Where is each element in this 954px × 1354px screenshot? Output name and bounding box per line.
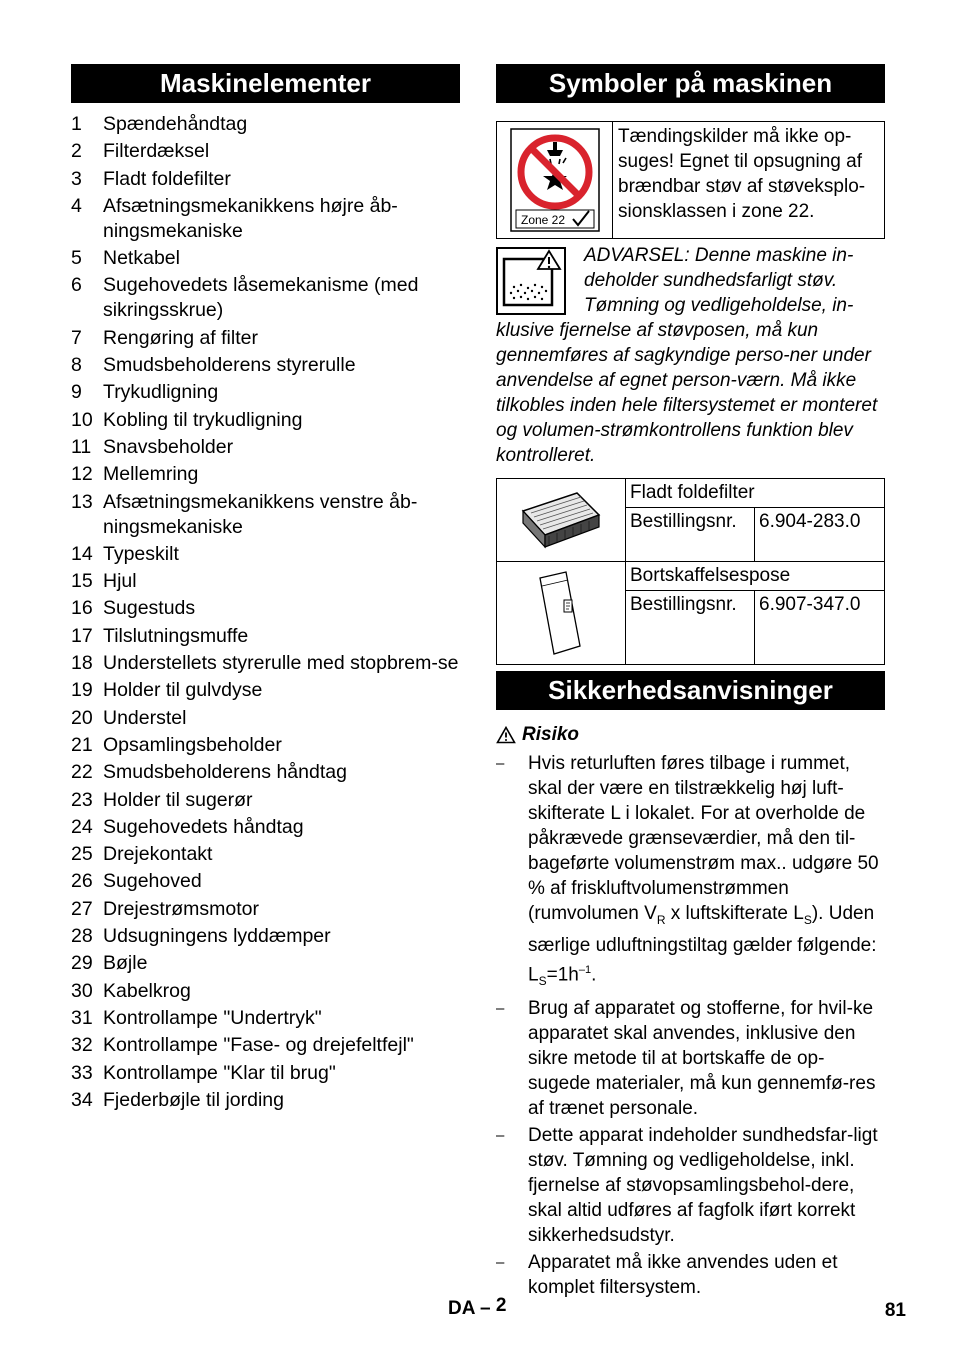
list-item <box>71 815 460 840</box>
list-item <box>71 246 460 271</box>
item-number: 34 <box>71 1088 93 1111</box>
item-number: 32 <box>71 1034 93 1057</box>
item-text: Tilslutningsmuffe <box>103 624 249 647</box>
text-fragment: Brug af apparatet og stofferne, for hvil-ke apparatet skal anvendes, inklusive den sikre metode til at bortskaffe de op-sugede materialer, må kun gennemfø-res af trænet personale. <box>528 997 876 1119</box>
footer-language <box>448 1295 507 1320</box>
item-text: Drejekontakt <box>103 843 213 866</box>
item-text: Netkabel <box>103 247 180 270</box>
accessory-order <box>626 508 884 561</box>
list-item <box>71 273 460 323</box>
disposal-bag-icon <box>536 568 586 658</box>
item-number: 20 <box>71 706 93 729</box>
list-item <box>71 326 460 351</box>
text-fragment: x luftskifterate L <box>665 903 804 924</box>
item-number: 13 <box>71 490 93 513</box>
list-item <box>71 1033 460 1058</box>
list-item <box>71 596 460 621</box>
item-number: 26 <box>71 870 93 893</box>
item-text: Holder til gulvdyse <box>103 679 263 702</box>
item-text: Hjul <box>103 570 137 593</box>
item-text: Spændehåndtag <box>103 113 248 135</box>
dash-bullet: – <box>496 999 505 1017</box>
safety-item <box>496 751 885 994</box>
item-text: Kontrollampe "Undertryk" <box>103 1006 322 1029</box>
accessory-name: Fladt foldefilter <box>626 479 884 508</box>
list-item <box>71 678 460 703</box>
accessory-order <box>626 591 884 664</box>
item-text: Fladt foldefilter <box>103 167 231 190</box>
item-number: 1 <box>71 113 82 135</box>
item-number: 21 <box>71 733 93 756</box>
safety-item <box>496 996 885 1121</box>
list-item <box>71 490 460 540</box>
item-text: Afsætningsmekanikkens venstre åb-ningsmekaniske <box>103 490 418 538</box>
item-text: Rengøring af filter <box>103 326 258 349</box>
item-number: 30 <box>71 979 93 1002</box>
item-text: Kontrollampe "Klar til brug" <box>103 1061 336 1084</box>
item-number: 28 <box>71 925 93 948</box>
disposal-bag-image <box>497 562 626 664</box>
item-number: 27 <box>71 897 93 920</box>
zone-label: Zone 22 <box>520 213 565 227</box>
text-fragment: . <box>591 964 597 986</box>
item-text: Sugehovedets håndtag <box>103 815 304 838</box>
item-text: Kontrollampe "Fase- og drejefeltfejl" <box>103 1034 414 1057</box>
item-text: Udsugningens lyddæmper <box>103 925 331 948</box>
text-fragment: Apparatet må ikke anvendes uden et komplet filtersystem. <box>528 1251 838 1298</box>
list-item <box>71 760 460 785</box>
list-item <box>71 435 460 460</box>
safety-item <box>496 1123 885 1248</box>
item-text: Holder til sugerør <box>103 788 253 811</box>
accessories-table <box>496 478 885 665</box>
list-item <box>71 788 460 813</box>
dash-bullet: – <box>496 755 505 772</box>
left-column <box>71 64 460 1115</box>
item-number: 5 <box>71 247 82 270</box>
text-fragment: S <box>803 912 812 927</box>
item-text: Fjederbøjle til jording <box>103 1088 284 1111</box>
safety-item <box>496 1250 885 1300</box>
order-number: 6.904-283.0 <box>759 511 861 532</box>
item-text: Kabelkrog <box>103 979 191 1002</box>
list-item <box>71 167 460 192</box>
safety-text <box>528 751 885 994</box>
list-item <box>71 112 460 137</box>
item-number: 31 <box>71 1006 93 1029</box>
zone22-sign <box>497 122 613 238</box>
item-number: 11 <box>71 435 92 458</box>
item-text: Smudsbeholderens styrerulle <box>103 354 356 377</box>
item-text: Drejestrømsmotor <box>103 897 260 920</box>
section-heading-machine-elements: Maskinelementer <box>71 64 460 103</box>
list-item <box>71 380 460 405</box>
list-item <box>71 733 460 758</box>
language-code: DA <box>448 1298 475 1319</box>
item-number: 17 <box>71 624 93 647</box>
parts-list <box>71 112 460 1113</box>
item-text: Bøjle <box>103 952 148 975</box>
order-label: Bestillingsnr. <box>626 508 755 561</box>
safety-text <box>528 1250 885 1300</box>
item-text: Sugehoved <box>103 870 202 893</box>
list-item <box>71 569 460 594</box>
list-item <box>71 542 460 567</box>
item-number: 15 <box>71 570 93 593</box>
item-text: Typeskilt <box>103 542 179 565</box>
flat-filter-icon <box>519 489 603 551</box>
list-item <box>71 869 460 894</box>
list-item <box>71 842 460 867</box>
dash-bullet: – <box>496 1126 505 1144</box>
list-item <box>71 924 460 949</box>
list-item <box>71 1088 460 1113</box>
symbol-table <box>496 121 885 239</box>
list-item <box>71 408 460 433</box>
list-item <box>71 1061 460 1086</box>
order-label: Bestillingsnr. <box>626 591 755 664</box>
item-number: 10 <box>71 408 93 431</box>
order-number: 6.907-347.0 <box>759 594 861 615</box>
dash-bullet: – <box>496 1253 505 1271</box>
flat-fold-filter-image <box>497 479 626 561</box>
item-text: Smudsbeholderens håndtag <box>103 761 347 784</box>
item-number: 22 <box>71 761 93 784</box>
item-text: Snavsbeholder <box>103 435 234 458</box>
item-text: Trykudligning <box>103 381 219 404</box>
list-item <box>71 897 460 922</box>
warning-triangle-icon <box>496 726 516 744</box>
list-item <box>71 951 460 976</box>
list-item <box>71 462 460 487</box>
item-text: Afsætningsmekanikkens højre åb-ningsmekaniske <box>103 194 398 242</box>
item-number: 8 <box>71 354 82 377</box>
accessory-name: Bortskaffelsespose <box>626 562 884 591</box>
item-number: 3 <box>71 167 82 190</box>
item-number: 9 <box>71 381 82 404</box>
warning-sign <box>496 247 580 315</box>
text-fragment: Hvis returluften føres tilbage i rummet, skal der være en tilstrækkelig høj luft-skifterate L i lokalet. For at overholde de påkrævede grænseværdier, må den til-bageførte volumenstrøm max.. udgøre 50 % af friskluftvolumenstrømmen (rumvolumen V <box>528 753 879 924</box>
health-hazard-dust-icon <box>496 247 566 315</box>
list-item <box>71 353 460 378</box>
item-number: 2 <box>71 140 82 163</box>
item-number: 18 <box>71 652 93 675</box>
text-fragment: Dette apparat indeholder sundhedsfar-ligt støv. Tømning og vedligeholdelse, inkl. fjernelse af støvopsamlingsbehol-dere, skal altid udføres af fagfolk iført korrekt sikkerhedsudstyr. <box>528 1124 878 1246</box>
item-number: 25 <box>71 843 93 866</box>
item-number: 16 <box>71 597 93 620</box>
text-fragment: =1h <box>546 964 579 986</box>
symbol-description: Tændingskilder må ikke op-suges! Egnet til opsugning af brændbar støv af støveksplo-sionsklassen i zone 22. <box>618 126 866 222</box>
item-text: Kobling til trykudligning <box>103 408 303 431</box>
list-item <box>71 1006 460 1031</box>
item-number: 33 <box>71 1061 93 1084</box>
warning-text: ADVARSEL: Denne maskine in-deholder sundhedsfarligt støv. Tømning og vedligeholdelse, in-klusive fjernelse af støvposen, må kun gennemføres af sagkyndige perso-ner under anvendelse af egnet person-værn. Må ikke tilkobles inden hele filtersystemet er monteret og volumen-strømkontrollens funktion blev kontrolleret. <box>496 245 878 466</box>
text-fragment: ). Uden særlige udluftningstiltag gælder følgende: L <box>528 903 877 986</box>
page-number: 81 <box>884 1300 906 1321</box>
item-text: Mellemring <box>103 463 199 486</box>
safety-text <box>528 1123 885 1248</box>
section-heading-symbols: Symboler på maskinen <box>496 64 885 103</box>
accessory-row <box>497 562 884 664</box>
language-separator: – <box>474 1298 496 1319</box>
list-item <box>71 194 460 244</box>
risk-title <box>496 722 885 747</box>
accessory-row <box>497 479 884 562</box>
item-number: 29 <box>71 952 93 975</box>
list-item <box>71 624 460 649</box>
accessory-details <box>626 479 884 561</box>
no-ignition-sources-icon <box>510 128 600 232</box>
item-text: Understellets styrerulle med stopbrem-se <box>103 652 459 675</box>
item-number: 24 <box>71 815 93 838</box>
accessory-details <box>626 562 884 664</box>
list-item <box>71 651 460 676</box>
item-number: 7 <box>71 326 82 349</box>
item-text: Understel <box>103 706 187 729</box>
item-text: Sugestuds <box>103 597 196 620</box>
item-number: 12 <box>71 463 93 486</box>
item-number: 14 <box>71 542 93 565</box>
risk-label: Risiko <box>522 723 580 745</box>
text-fragment: –1 <box>578 963 592 976</box>
text-fragment: R <box>656 912 666 927</box>
item-number: 19 <box>71 679 93 702</box>
list-item <box>71 139 460 164</box>
language-page: 2 <box>495 1295 507 1316</box>
item-number: 23 <box>71 788 93 811</box>
item-text: Opsamlingsbeholder <box>103 733 282 756</box>
item-text: Sugehovedets låsemekanisme (med sikringsskrue) <box>103 274 419 322</box>
item-text: Filterdæksel <box>103 140 210 163</box>
item-number: 4 <box>71 194 82 217</box>
section-heading-safety: Sikkerhedsanvisninger <box>496 671 885 710</box>
text-fragment: S <box>538 973 547 988</box>
item-number: 6 <box>71 274 82 297</box>
list-item <box>71 979 460 1004</box>
right-column <box>496 64 885 1302</box>
warning-block <box>496 243 885 468</box>
safety-list <box>496 751 885 1300</box>
safety-text <box>528 996 885 1121</box>
list-item <box>71 706 460 731</box>
